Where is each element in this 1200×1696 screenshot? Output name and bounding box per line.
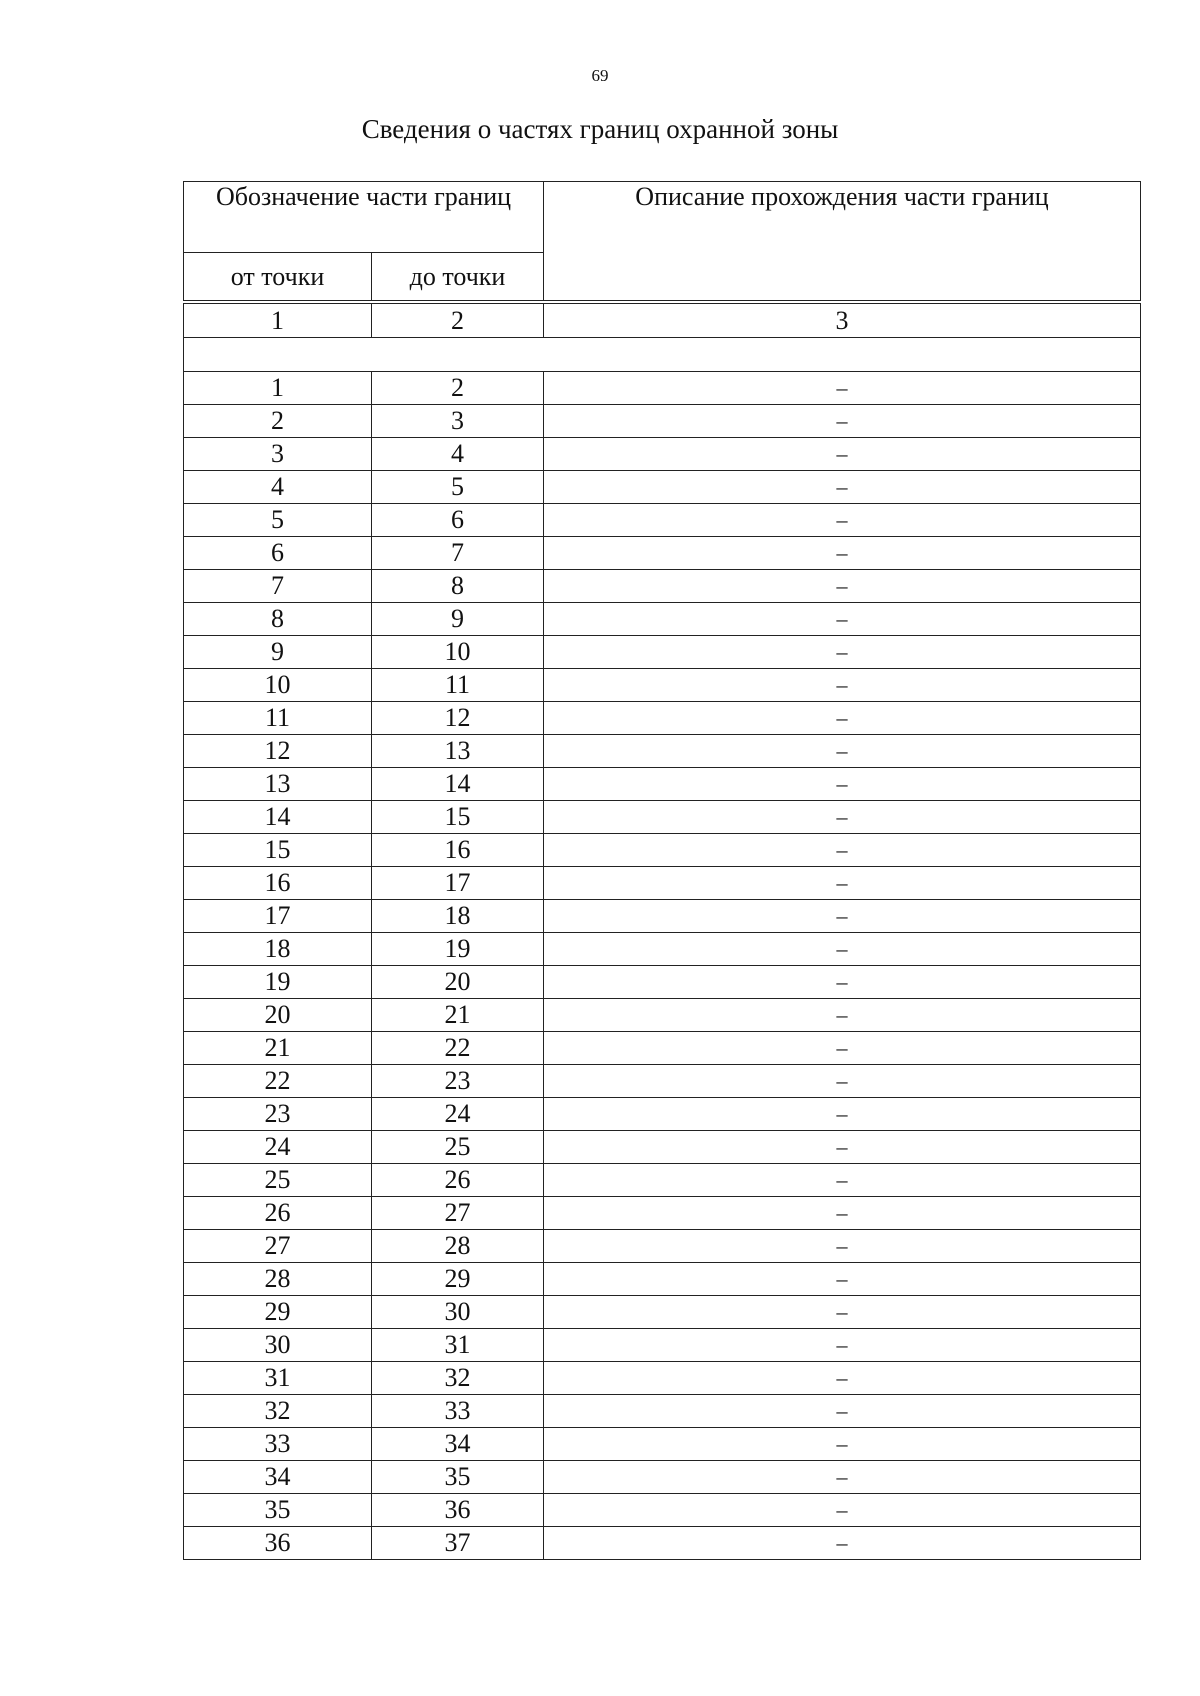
to-point-cell: 19 [372, 933, 544, 966]
from-point-cell: 32 [184, 1395, 372, 1428]
from-point-cell: 19 [184, 966, 372, 999]
table-row [184, 372, 1141, 405]
table-body [184, 182, 1141, 1560]
description-cell: – [544, 471, 1141, 504]
table-row [184, 933, 1141, 966]
to-point-cell: 29 [372, 1263, 544, 1296]
to-point-cell: 13 [372, 735, 544, 768]
to-point-cell: 10 [372, 636, 544, 669]
table-row [184, 1131, 1141, 1164]
description-cell: – [544, 1428, 1141, 1461]
to-point-cell: 34 [372, 1428, 544, 1461]
description-header: Описание прохождения части границ [544, 182, 1141, 301]
to-point-header: до точки [372, 253, 544, 301]
table-row [184, 636, 1141, 669]
to-point-cell: 16 [372, 834, 544, 867]
from-point-cell: 7 [184, 570, 372, 603]
table-row [184, 669, 1141, 702]
description-cell: – [544, 372, 1141, 405]
to-point-cell: 27 [372, 1197, 544, 1230]
from-point-cell: 9 [184, 636, 372, 669]
from-point-cell: 1 [184, 372, 372, 405]
table-row [184, 801, 1141, 834]
table-row [184, 1527, 1141, 1560]
from-point-cell: 5 [184, 504, 372, 537]
description-cell: – [544, 735, 1141, 768]
from-point-cell: 27 [184, 1230, 372, 1263]
to-point-cell: 37 [372, 1527, 544, 1560]
column-number: 2 [372, 304, 544, 338]
description-cell: – [544, 867, 1141, 900]
from-point-cell: 15 [184, 834, 372, 867]
to-point-cell: 18 [372, 900, 544, 933]
description-cell: – [544, 504, 1141, 537]
from-point-cell: 31 [184, 1362, 372, 1395]
to-point-cell: 15 [372, 801, 544, 834]
column-number-row [184, 304, 1141, 338]
from-point-cell: 2 [184, 405, 372, 438]
from-point-cell: 25 [184, 1164, 372, 1197]
table-row [184, 603, 1141, 636]
boundary-parts-table [183, 181, 1141, 1560]
from-point-cell: 13 [184, 768, 372, 801]
table-row [184, 1230, 1141, 1263]
description-cell: – [544, 900, 1141, 933]
table-row [184, 702, 1141, 735]
to-point-cell: 11 [372, 669, 544, 702]
to-point-cell: 20 [372, 966, 544, 999]
description-cell: – [544, 1461, 1141, 1494]
from-point-cell: 21 [184, 1032, 372, 1065]
to-point-cell: 12 [372, 702, 544, 735]
to-point-cell: 22 [372, 1032, 544, 1065]
to-point-cell: 6 [372, 504, 544, 537]
description-cell: – [544, 1197, 1141, 1230]
to-point-cell: 35 [372, 1461, 544, 1494]
description-cell: – [544, 438, 1141, 471]
to-point-cell: 5 [372, 471, 544, 504]
table-row [184, 1098, 1141, 1131]
description-cell: – [544, 702, 1141, 735]
from-point-cell: 35 [184, 1494, 372, 1527]
from-point-cell: 34 [184, 1461, 372, 1494]
to-point-cell: 32 [372, 1362, 544, 1395]
description-cell: – [544, 1494, 1141, 1527]
from-point-cell: 6 [184, 537, 372, 570]
description-cell: – [544, 636, 1141, 669]
from-point-cell: 12 [184, 735, 372, 768]
from-point-cell: 3 [184, 438, 372, 471]
description-cell: – [544, 1296, 1141, 1329]
header-row-1 [184, 182, 1141, 253]
table-row [184, 735, 1141, 768]
to-point-cell: 9 [372, 603, 544, 636]
description-cell: – [544, 1131, 1141, 1164]
table-row [184, 1428, 1141, 1461]
description-cell: – [544, 834, 1141, 867]
table-row [184, 1494, 1141, 1527]
description-cell: – [544, 1527, 1141, 1560]
from-point-cell: 26 [184, 1197, 372, 1230]
description-cell: – [544, 1164, 1141, 1197]
table-row [184, 570, 1141, 603]
to-point-cell: 14 [372, 768, 544, 801]
table-row [184, 1263, 1141, 1296]
description-cell: – [544, 1098, 1141, 1131]
to-point-cell: 33 [372, 1395, 544, 1428]
description-cell: – [544, 537, 1141, 570]
table-row [184, 504, 1141, 537]
description-cell: – [544, 405, 1141, 438]
description-cell: – [544, 1065, 1141, 1098]
from-point-cell: 33 [184, 1428, 372, 1461]
description-cell: – [544, 1230, 1141, 1263]
table-row [184, 471, 1141, 504]
page-number: 69 [591, 66, 609, 85]
to-point-cell: 25 [372, 1131, 544, 1164]
description-cell: – [544, 570, 1141, 603]
from-point-cell: 24 [184, 1131, 372, 1164]
table-row [184, 537, 1141, 570]
from-point-header: от точки [184, 253, 372, 301]
from-point-cell: 20 [184, 999, 372, 1032]
table-row [184, 900, 1141, 933]
description-cell: – [544, 1362, 1141, 1395]
to-point-cell: 36 [372, 1494, 544, 1527]
table-row [184, 999, 1141, 1032]
table-row [184, 1329, 1141, 1362]
from-point-cell: 30 [184, 1329, 372, 1362]
from-point-cell: 10 [184, 669, 372, 702]
column-number: 3 [544, 304, 1141, 338]
column-number: 1 [184, 304, 372, 338]
table-row [184, 438, 1141, 471]
table-row [184, 1164, 1141, 1197]
description-cell: – [544, 1395, 1141, 1428]
description-cell: – [544, 1263, 1141, 1296]
blank-cell [184, 338, 1141, 372]
from-point-cell: 8 [184, 603, 372, 636]
description-cell: – [544, 966, 1141, 999]
description-cell: – [544, 603, 1141, 636]
to-point-cell: 8 [372, 570, 544, 603]
table-row [184, 1197, 1141, 1230]
page-title: Сведения о частях границ охранной зоны [361, 114, 839, 144]
description-cell: – [544, 669, 1141, 702]
blank-row [184, 338, 1141, 372]
from-point-cell: 36 [184, 1527, 372, 1560]
to-point-cell: 3 [372, 405, 544, 438]
table-row [184, 1461, 1141, 1494]
to-point-cell: 26 [372, 1164, 544, 1197]
from-point-cell: 16 [184, 867, 372, 900]
to-point-cell: 17 [372, 867, 544, 900]
description-cell: – [544, 1329, 1141, 1362]
to-point-cell: 31 [372, 1329, 544, 1362]
table-row [184, 405, 1141, 438]
description-cell: – [544, 1032, 1141, 1065]
from-point-cell: 23 [184, 1098, 372, 1131]
table-row [184, 867, 1141, 900]
to-point-cell: 7 [372, 537, 544, 570]
from-point-cell: 11 [184, 702, 372, 735]
from-point-cell: 4 [184, 471, 372, 504]
to-point-cell: 30 [372, 1296, 544, 1329]
from-point-cell: 17 [184, 900, 372, 933]
to-point-cell: 21 [372, 999, 544, 1032]
from-point-cell: 22 [184, 1065, 372, 1098]
to-point-cell: 4 [372, 438, 544, 471]
table-row [184, 1395, 1141, 1428]
description-cell: – [544, 801, 1141, 834]
table-row [184, 1065, 1141, 1098]
table-row [184, 1362, 1141, 1395]
to-point-cell: 28 [372, 1230, 544, 1263]
table-row [184, 1032, 1141, 1065]
description-cell: – [544, 933, 1141, 966]
from-point-cell: 14 [184, 801, 372, 834]
to-point-cell: 2 [372, 372, 544, 405]
table-row [184, 834, 1141, 867]
from-point-cell: 28 [184, 1263, 372, 1296]
to-point-cell: 24 [372, 1098, 544, 1131]
from-point-cell: 29 [184, 1296, 372, 1329]
to-point-cell: 23 [372, 1065, 544, 1098]
designation-header: Обозначение части границ [184, 182, 544, 253]
description-cell: – [544, 999, 1141, 1032]
description-cell: – [544, 768, 1141, 801]
table-row [184, 1296, 1141, 1329]
table-row [184, 966, 1141, 999]
table-row [184, 768, 1141, 801]
from-point-cell: 18 [184, 933, 372, 966]
